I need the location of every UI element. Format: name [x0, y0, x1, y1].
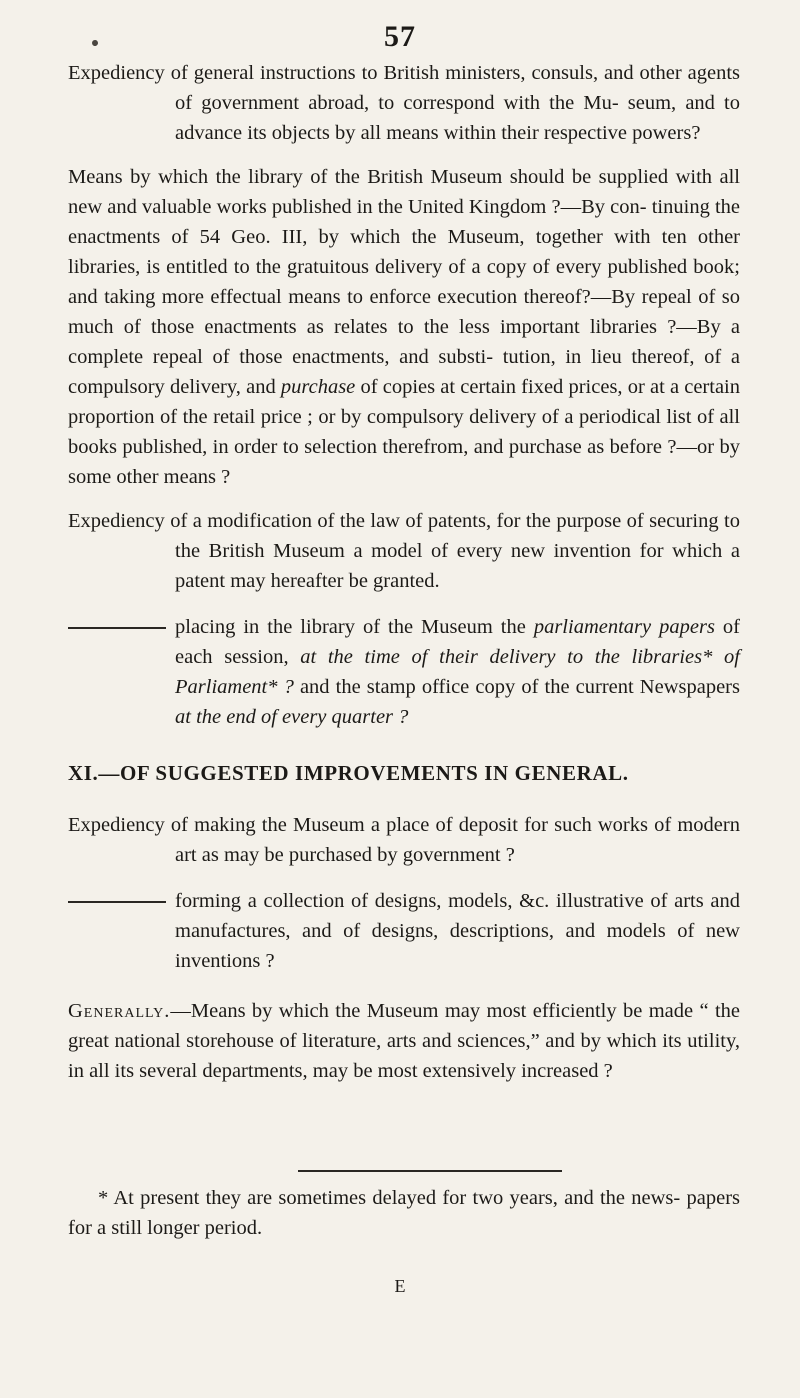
paragraph-parliamentary-papers: [68, 612, 740, 732]
ditto-dash: [68, 627, 166, 629]
paragraph-text: —Means by which the Museum may most efficiently be made “ the great national storehouse of literature, arts and sciences,” and by which its utility, in all its several departments, may be most extensively increased ?: [68, 1000, 740, 1082]
paragraph-text: Means by which the library of the British Museum should be supplied with all new and valuable works published in the United Kingdom ?—By con- tinuing the enactments of 54 Geo. III, by which the Museum, together with ten other libraries, is entitled to the gratuitous delivery of a copy of every published book; and taking more effectual means to enforce execution thereof?—By repeal of so much of those enactments as relates to the less important libraries ?—By a complete repeal of those enactments, and substi- tution, in lieu thereof, of a compulsory delivery, and: [68, 166, 740, 398]
paragraph-text: Expediency of a modification of the law of patents, for the purpose of securing to the British Museum a model of every new invention for which a patent may hereafter be granted.: [68, 510, 740, 592]
paragraph-text: forming a collection of designs, models, &c. illustrative of arts and manufactures, and of designs, descriptions, and models of new inventions ?: [175, 890, 740, 972]
signature-mark: E: [394, 1276, 406, 1296]
footnote-rule: [298, 1170, 562, 1172]
italic-text: at the end of every quarter ?: [175, 706, 409, 728]
paragraph-text: placing in the library of the Museum the: [175, 616, 534, 638]
italic-text: parliamentary papers: [533, 616, 715, 638]
paragraph-patents: [68, 506, 740, 596]
paragraph-library-supply: [68, 162, 740, 492]
italic-text: purchase: [280, 376, 356, 398]
ditto-dash: [68, 901, 166, 903]
section-heading: XI.—OF SUGGESTED IMPROVEMENTS IN GENERAL.: [68, 761, 629, 785]
paragraph-instructions-abroad: [68, 58, 740, 148]
paragraph-text: and the stamp office copy of the current Newspapers: [293, 676, 740, 698]
italic-text: at the time of their delivery to the libraries* of Parliament* ?: [175, 646, 740, 698]
paragraph-text: of copies at certain fixed prices, or at a certain proportion of the retail price ; or by compulsory delivery of a periodical list of all books published, in order to selection therefrom, and purchase as before ?—or by some other means ?: [68, 376, 740, 488]
page-body: [68, 58, 740, 1086]
page-number: 57: [384, 20, 416, 53]
generally-label: Generally.: [68, 1000, 171, 1022]
footnote: * At present they are sometimes delayed for two years, and the news- papers for a still longer period.: [68, 1187, 740, 1239]
paragraph-text: Expediency of making the Museum a place of deposit for such works of modern art as may be purchased by government ?: [68, 814, 740, 866]
paragraph-text: Expediency of general instructions to British ministers, consuls, and other agents of government abroad, to correspond with the Mu- seum, and to advance its objects by all means within their respective powers?: [68, 62, 740, 144]
paragraph-modern-art: [68, 810, 740, 870]
paragraph-generally: [68, 996, 740, 1086]
paragraph-designs-models: [68, 886, 740, 976]
paragraph-text: of each session,: [175, 616, 740, 668]
